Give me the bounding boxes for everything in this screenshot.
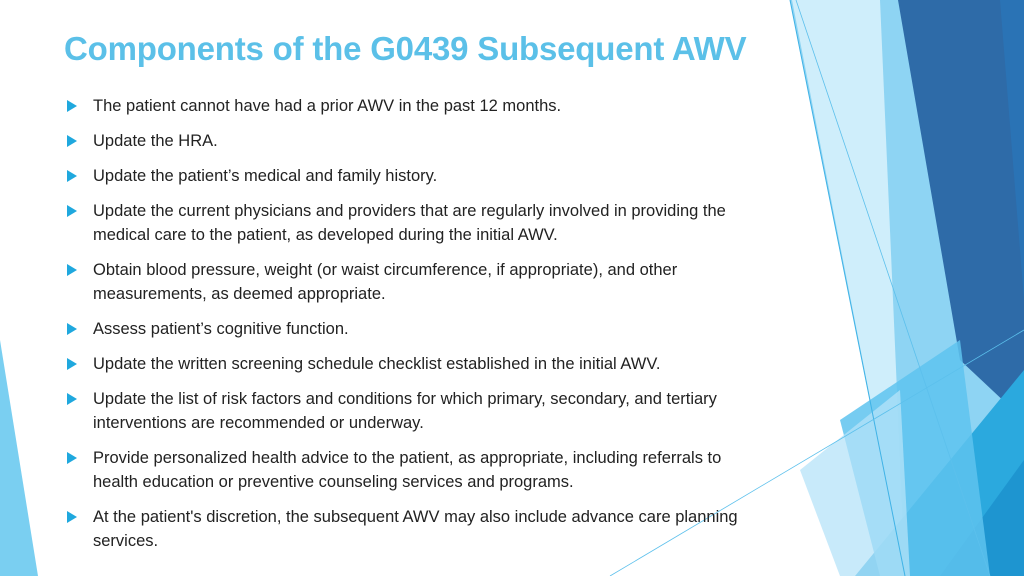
bullet-text: Update the list of risk factors and conditions for which primary, secondary, and tertiary interventions are recommended or underway. xyxy=(93,390,717,432)
triangle-bullet-icon xyxy=(67,323,77,335)
bullet-item xyxy=(66,129,766,153)
bullet-text: Update the HRA. xyxy=(93,132,218,150)
triangle-bullet-icon xyxy=(67,100,77,112)
deco-left-sliver xyxy=(0,340,38,576)
bullet-text: Update the current physicians and providers that are regularly involved in providing the medical care to the patient, as developed during the initial AWV. xyxy=(93,202,726,244)
triangle-bullet-icon xyxy=(67,511,77,523)
bullet-item xyxy=(66,446,766,494)
bullet-item xyxy=(66,164,766,188)
triangle-bullet-icon xyxy=(67,358,77,370)
bullet-list xyxy=(66,94,766,564)
triangle-bullet-icon xyxy=(67,393,77,405)
triangle-bullet-icon xyxy=(67,135,77,147)
bullet-item xyxy=(66,94,766,118)
slide-title: Components of the G0439 Subsequent AWV xyxy=(64,30,747,67)
bullet-item xyxy=(66,505,766,553)
bullet-item xyxy=(66,352,766,376)
bullet-item xyxy=(66,199,766,247)
triangle-bullet-icon xyxy=(67,452,77,464)
triangle-bullet-icon xyxy=(67,205,77,217)
bullet-text: At the patient's discretion, the subsequent AWV may also include advance care planning services. xyxy=(93,508,738,550)
bullet-text: Obtain blood pressure, weight (or waist circumference, if appropriate), and other measurements, as deemed appropriate. xyxy=(93,261,678,303)
bullet-text: Update the patient’s medical and family history. xyxy=(93,167,438,185)
triangle-bullet-icon xyxy=(67,170,77,182)
bullet-item xyxy=(66,258,766,306)
triangle-bullet-icon xyxy=(67,264,77,276)
bullet-item xyxy=(66,317,766,341)
bullet-text: Update the written screening schedule checklist established in the initial AWV. xyxy=(93,355,661,373)
bullet-item xyxy=(66,387,766,435)
bullet-text: The patient cannot have had a prior AWV in the past 12 months. xyxy=(93,97,562,115)
bullet-text: Provide personalized health advice to the patient, as appropriate, including referrals to health education or preventive counseling services and programs. xyxy=(93,449,722,491)
bullet-text: Assess patient’s cognitive function. xyxy=(93,320,349,338)
